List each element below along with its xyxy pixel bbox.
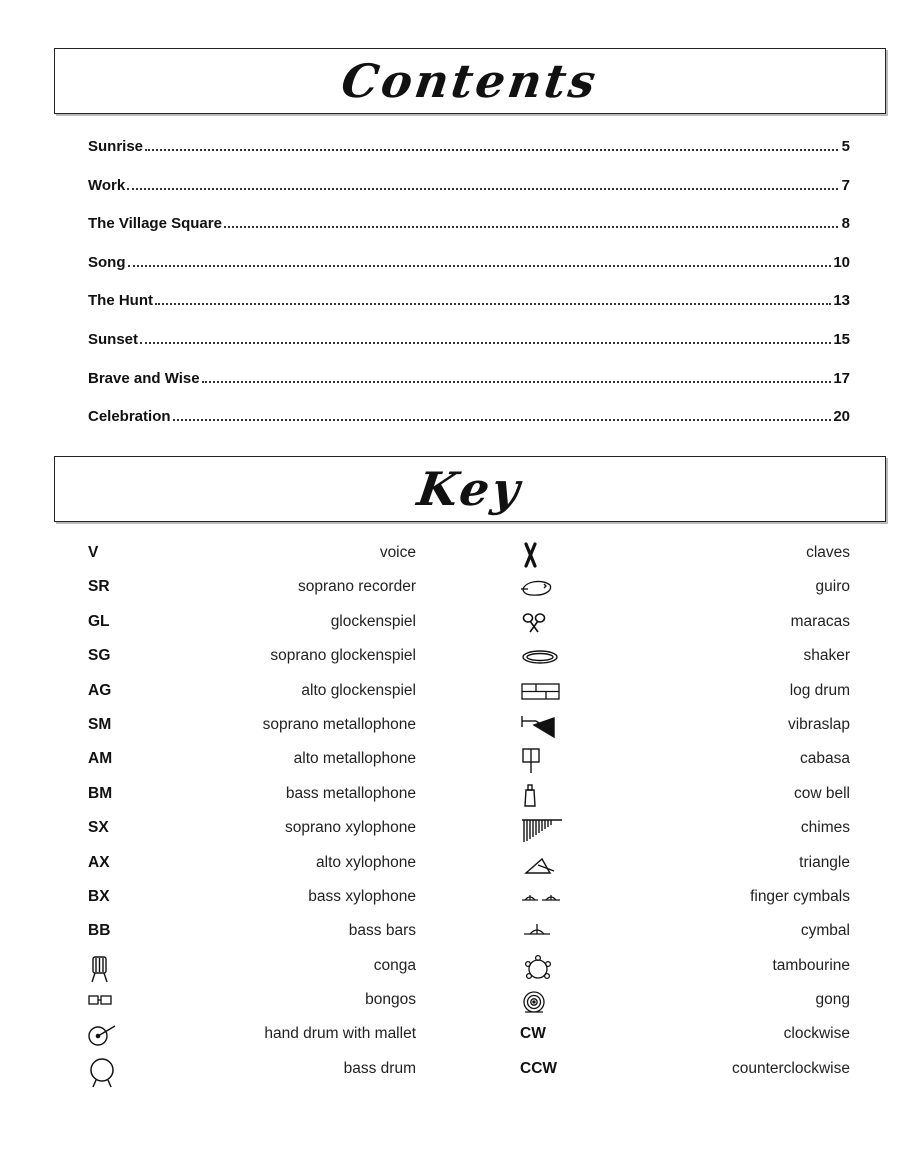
key-label: maracas [790,612,850,630]
key-item [88,884,416,918]
tambourine-icon [520,954,554,980]
key-abbr: SX [88,819,109,837]
key-title: Key [414,462,526,516]
key-abbr: GL [88,612,110,630]
key-item [88,781,416,815]
toc-entry-title: The Hunt [88,292,153,310]
toc-entry-title: Work [88,176,126,194]
toc-entry-page: 13 [833,292,850,310]
shaker-icon [520,644,554,670]
key-label: shaker [803,647,850,665]
vibraslap-icon [520,713,554,739]
key-item [88,540,416,574]
cabasa-icon [520,747,554,773]
key-item [520,1056,850,1090]
key-label: bongos [365,991,416,1009]
toc-entry-page: 5 [841,138,850,155]
maracas-icon [520,610,554,636]
key-label: vibraslap [787,715,850,733]
key-label: voice [379,544,416,561]
key-label: bass bars [348,922,416,940]
key-label: cow bell [794,784,850,802]
guiro-icon [520,575,554,601]
key-item [520,746,850,780]
key-label: soprano xylophone [285,819,416,837]
leader-dots [128,265,832,267]
key-item [520,643,850,677]
key-left-column [88,540,416,1090]
key-label: finger cymbals [750,887,850,905]
chimes-icon [520,816,554,842]
toc-entry-page: 15 [833,330,850,348]
key-item [520,609,850,643]
table-of-contents [88,138,850,447]
key-item [520,987,850,1021]
key-label: glockenspiel [330,612,416,630]
key-item [88,953,416,987]
key-item [88,574,416,608]
key-item [88,1056,416,1090]
bass-drum-icon [88,1057,122,1083]
key-label: alto xylophone [316,853,416,871]
key-abbr: CW [520,1025,546,1043]
key-item [88,918,416,952]
key-item [520,850,850,884]
triangle-icon [520,851,554,877]
key-item [520,918,850,952]
leader-dots [224,226,838,228]
key-label: soprano metallophone [262,715,416,733]
key-item [88,815,416,849]
key-label: cabasa [800,750,850,768]
key-abbr: AG [88,681,112,699]
toc-entry[interactable] [88,331,850,370]
key-item [88,712,416,746]
toc-entry[interactable] [88,177,850,216]
toc-entry[interactable] [88,370,850,409]
toc-entry[interactable] [88,138,850,177]
contents-banner [54,48,886,114]
key-item [520,884,850,918]
key-label: bass metallophone [285,784,416,802]
key-label: cymbal [800,922,850,940]
key-item [520,574,850,608]
toc-entry[interactable] [88,254,850,293]
leader-dots [155,303,831,305]
toc-entry[interactable] [88,292,850,331]
claves-icon [520,541,554,567]
bongos-icon [88,988,122,1014]
key-abbr: SM [88,715,112,733]
key-item [88,609,416,643]
key-abbr: AM [88,750,113,768]
toc-entry[interactable] [88,408,850,447]
key-label: counterclockwise [731,1059,850,1077]
key-abbr: V [88,544,99,561]
toc-entry-title: Sunset [88,330,139,348]
toc-entry[interactable] [88,215,850,254]
key-abbr: CCW [520,1059,558,1077]
conga-icon [88,954,122,980]
key-label: alto metallophone [293,750,416,768]
hand-drum-mallet-icon [88,1022,122,1048]
key-right-column [520,540,850,1090]
toc-entry-page: 8 [841,215,850,233]
toc-entry-page: 20 [833,408,850,426]
key-label: tambourine [772,956,850,974]
toc-entry-page: 17 [833,369,850,387]
key-label: conga [373,956,416,974]
key-item [520,815,850,849]
key-label: bass xylophone [308,887,416,905]
key-item [88,850,416,884]
log-drum-icon [520,679,554,705]
key-item [520,540,850,574]
key-item [88,987,416,1021]
key-label: chimes [800,819,850,837]
key-abbr: SR [88,578,110,596]
key-banner [54,456,886,522]
toc-entry-page: 10 [833,253,850,271]
gong-icon [520,988,554,1014]
key-label: triangle [799,853,850,871]
contents-title: Contents [338,54,602,108]
leader-dots [173,419,832,421]
toc-entry-title: Song [88,253,126,271]
finger-cymbals-icon [520,885,554,911]
key-abbr: BB [88,922,111,940]
toc-entry-title: The Village Square [88,215,222,233]
leader-dots [140,342,831,344]
key-label: soprano recorder [297,578,416,596]
leader-dots [127,188,838,190]
key-label: hand drum with mallet [264,1025,416,1043]
key-label: clockwise [783,1025,850,1043]
key-label: gong [815,991,850,1009]
key-label: guiro [815,578,850,596]
leader-dots [202,381,832,383]
key-abbr: BM [88,784,113,802]
key-item [520,712,850,746]
cymbal-icon [520,919,554,945]
key-item [88,1021,416,1055]
key-label: log drum [789,681,850,699]
key-abbr: BX [88,887,110,905]
key-item [520,781,850,815]
toc-entry-title: Celebration [88,408,171,426]
cow-bell-icon [520,782,554,808]
key-abbr: SG [88,647,111,665]
leader-dots [145,149,838,151]
key-item [520,678,850,712]
key-item [520,953,850,987]
key-item [88,746,416,780]
key-item [88,678,416,712]
toc-entry-title: Sunrise [88,138,144,155]
key-item [520,1021,850,1055]
key-label: claves [806,544,850,561]
toc-entry-page: 7 [841,176,850,194]
key-abbr: AX [88,853,110,871]
toc-entry-title: Brave and Wise [88,369,200,387]
key-label: alto glockenspiel [301,681,416,699]
key-item [88,643,416,677]
key-label: bass drum [343,1059,416,1077]
key-label: soprano glockenspiel [270,647,416,665]
